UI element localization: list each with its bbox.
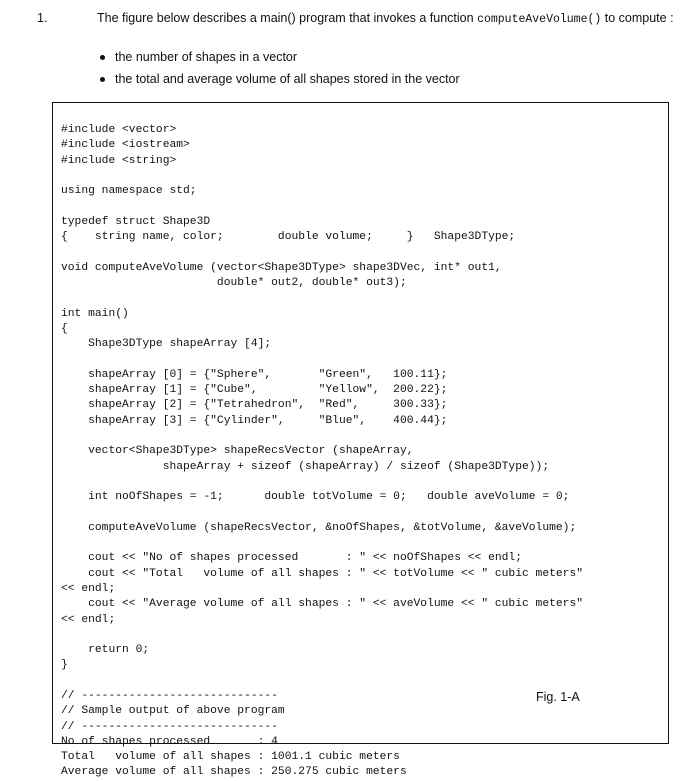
code-line: #include <iostream> [61, 139, 190, 152]
code-line [61, 475, 583, 490]
code-line: shapeArray + sizeof (shapeArray) / sizeof (Shape3DType)); [61, 460, 550, 473]
bullet-item: the number of shapes in a vector [100, 46, 460, 68]
code-line: cout << "No of shapes processed : " << noOfShapes << endl; [61, 552, 522, 565]
code-line: { [61, 322, 68, 335]
code-line [61, 245, 583, 260]
code-line [61, 291, 583, 306]
code-line: // ----------------------------- [61, 720, 278, 733]
code-line: return 0; [61, 644, 150, 657]
code-line [61, 505, 583, 520]
code-line [61, 674, 583, 689]
question-text [97, 10, 677, 28]
function-name: computeAveVolume() [477, 13, 602, 26]
code-line: cout << "Average volume of all shapes : " << aveVolume << " cubic meters" [61, 598, 584, 611]
code-block [53, 123, 583, 781]
code-line: Total volume of all shapes : 1001.1 cubic meters [61, 751, 400, 764]
code-line: using namespace std; [61, 185, 197, 198]
code-line: shapeArray [0] = {"Sphere", "Green", 100.11}; [61, 368, 448, 381]
code-line: // ----------------------------- [61, 689, 278, 702]
code-line: computeAveVolume (shapeRecsVector, &noOfShapes, &totVolume, &aveVolume); [61, 521, 577, 534]
bullet-item: the total and average volume of all shapes stored in the vector [100, 68, 460, 90]
code-line: << endl; [61, 613, 116, 626]
question-text-after: to compute : [601, 11, 674, 25]
code-line: shapeArray [2] = {"Tetrahedron", "Red", 300.33}; [61, 399, 448, 412]
code-line: Shape3DType shapeArray [4]; [61, 338, 272, 351]
question-number: 1. [37, 11, 48, 25]
code-line: cout << "Total volume of all shapes : " << totVolume << " cubic meters" [61, 567, 584, 580]
bullet-list [100, 46, 460, 90]
figure-label: Fig. 1-A [536, 690, 580, 704]
code-line: shapeArray [3] = {"Cylinder", "Blue", 400.44}; [61, 414, 448, 427]
code-line: vector<Shape3DType> shapeRecsVector (shapeArray, [61, 445, 414, 458]
code-line: void computeAveVolume (vector<Shape3DType> shape3DVec, int* out1, [61, 261, 502, 274]
code-line: typedef struct Shape3D [61, 215, 211, 228]
question-text-before: The figure below describes a main() program that invokes a function [97, 11, 478, 25]
code-line [61, 199, 583, 214]
code-line: #include <vector> [61, 124, 177, 136]
code-line: { string name, color; double volume; } Shape3DType; [61, 231, 516, 244]
code-line [61, 352, 583, 367]
code-line: } [61, 659, 68, 672]
code-line: int noOfShapes = -1; double totVolume = 0; double aveVolume = 0; [61, 491, 570, 504]
code-line: No of shapes processed : 4 [61, 735, 278, 748]
code-line: double* out2, double* out3); [61, 276, 407, 289]
code-line [61, 536, 583, 551]
code-line: #include <string> [61, 154, 177, 167]
code-line: int main() [61, 307, 129, 320]
code-line: Average volume of all shapes : 250.275 cubic meters [61, 766, 407, 779]
code-line [61, 169, 583, 184]
code-line: << endl; [61, 582, 116, 595]
code-figure [52, 102, 669, 779]
code-line: shapeArray [1] = {"Cube", "Yellow", 200.22}; [61, 384, 448, 397]
code-line [61, 429, 583, 444]
code-line [61, 628, 583, 643]
code-line: // Sample output of above program [61, 705, 285, 718]
